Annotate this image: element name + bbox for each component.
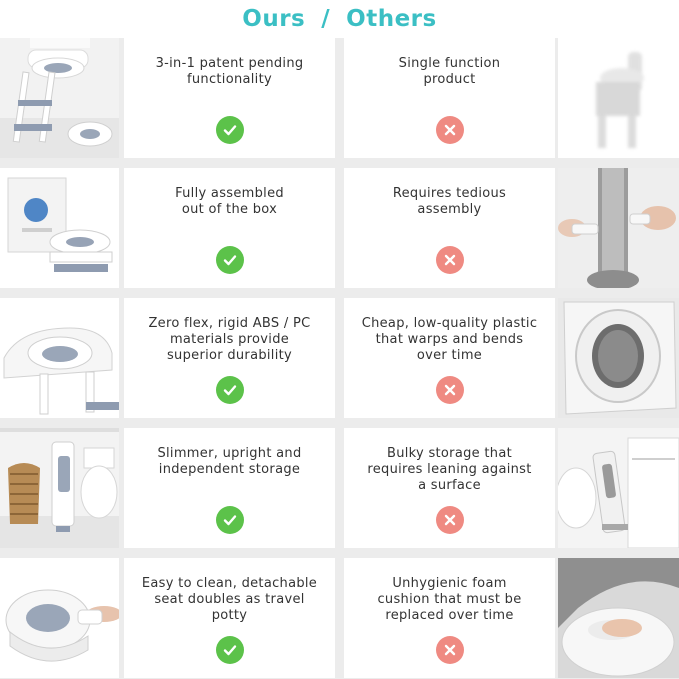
others-feature-text: Cheap, low-quality plastic that warps and bends over time [361,316,538,363]
competitor-photo-blurred-ladder [558,38,679,158]
others-feature-cell [344,298,555,418]
others-feature-text: Bulky storage that requires leaning against a surface [367,446,532,493]
others-feature-cell [344,428,555,548]
check-icon [216,376,244,404]
comparison-header [0,0,679,38]
comparison-row [0,428,679,548]
competitor-photo-assembly [558,168,679,288]
competitor-photo-foam-cushion [558,558,679,678]
ours-feature-text: Slimmer, upright and independent storage [157,446,302,477]
comparison-row [0,168,679,288]
comparison-row [0,38,679,158]
others-heading: Others [346,6,437,32]
cross-icon [436,116,464,144]
competitor-photo-warped-seat [558,298,679,418]
ours-feature-text: Zero flex, rigid ABS / PC materials provide superior durability [148,316,311,363]
ours-feature-text: Fully assembled out of the box [175,186,284,217]
ours-feature-cell [124,428,335,548]
others-feature-text: Requires tedious assembly [392,186,507,217]
others-feature-cell [344,168,555,288]
product-photo-rigid-seat [0,298,119,418]
ours-feature-cell [124,558,335,678]
cross-icon [436,636,464,664]
check-icon [216,506,244,534]
ours-feature-cell [124,298,335,418]
check-icon [216,246,244,274]
cross-icon [436,506,464,534]
others-feature-cell [344,558,555,678]
check-icon [216,636,244,664]
comparison-row [0,558,679,678]
product-photo-upright-storage [0,428,119,548]
competitor-photo-leaning-ladder [558,428,679,548]
ours-feature-cell [124,168,335,288]
product-photo-box-packaging [0,168,119,288]
cross-icon [436,246,464,274]
ours-feature-text: Easy to clean, detachable seat doubles as travel potty [141,576,318,623]
comparison-row [0,298,679,418]
ours-heading: Ours [242,6,306,32]
ours-feature-text: 3-in-1 patent pending functionality [155,56,304,87]
others-feature-cell [344,38,555,158]
heading-separator: / [321,6,331,32]
product-photo-detachable-seat [0,558,119,678]
others-feature-text: Single function product [398,56,501,87]
ours-feature-cell [124,38,335,158]
product-photo-ladder-potty [0,38,119,158]
others-feature-text: Unhygienic foam cushion that must be replaced over time [377,576,522,623]
cross-icon [436,376,464,404]
check-icon [216,116,244,144]
